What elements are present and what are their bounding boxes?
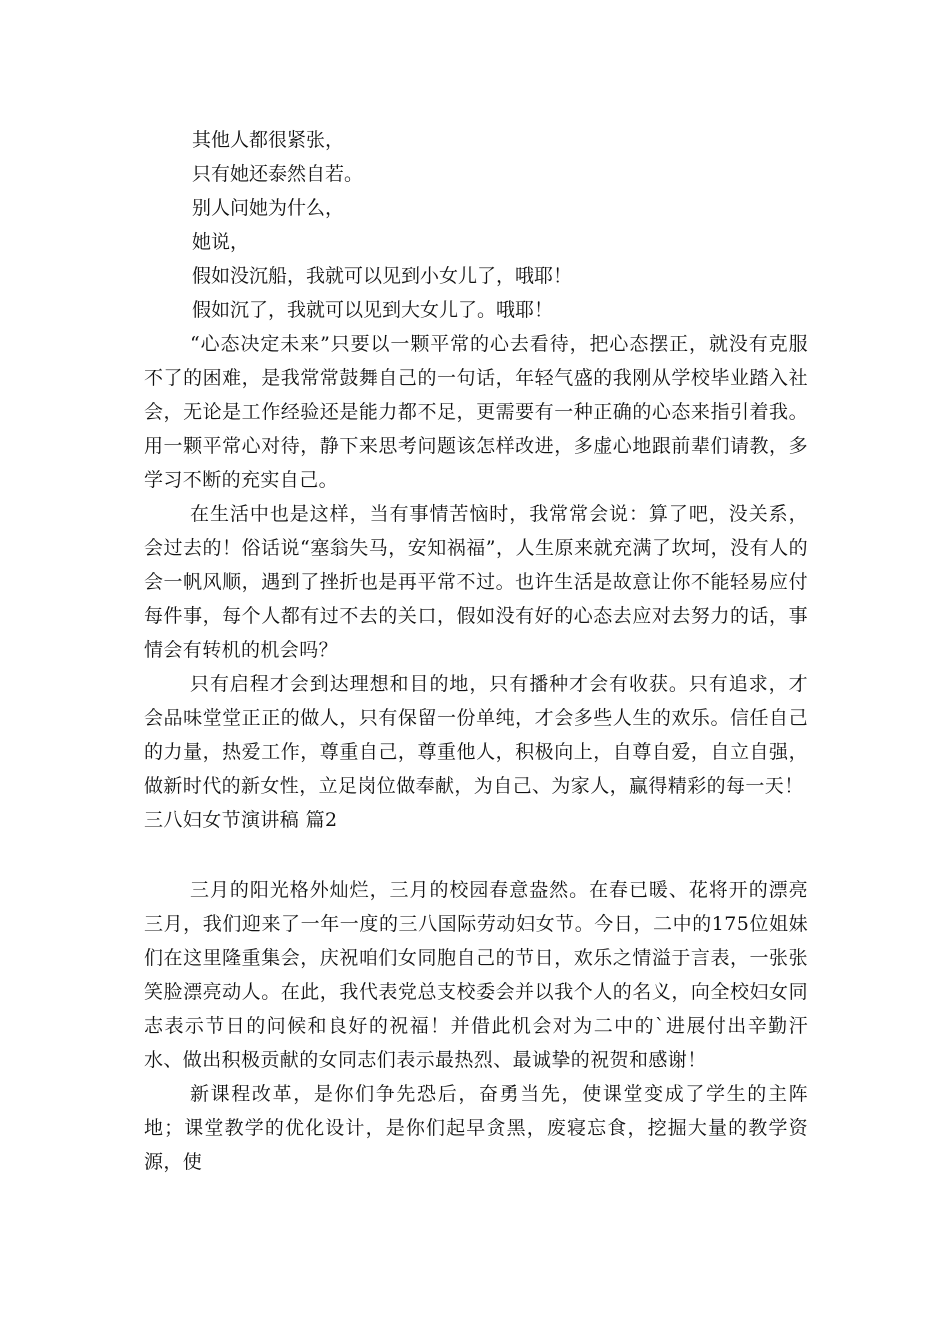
document-body [144,123,808,1179]
section-spacer [144,837,808,873]
body-paragraph: “心态决定未来”只要以一颗平常的心去看待，把心态摆正，就没有克服不了的困难，是我常常鼓舞自己的一句话，年轻气盛的我刚从学校毕业踏入社会，无论是工作经验还是能力都不足，更需要有一种正确的心态来指引着我。用一颗平常心对待，静下来思考问题该怎样改进，多虚心地跟前辈们请教，多学习不断的充实自己。 [144,333,808,491]
poem-line: 其他人都很紧张， [192,129,345,151]
section-paragraph: 新课程改革，是你们争先恐后，奋勇当先，使课堂变成了学生的主阵地；课堂教学的优化设计，是你们起早贪黑，废寝忘食，挖掘大量的教学资源，使 [144,1083,808,1173]
section-title: 三八妇女节演讲稿 篇2 [144,809,338,831]
poem-line: 假如沉了，我就可以见到大女儿了。哦耶！ [192,299,554,321]
poem-line: 假如没沉船，我就可以见到小女儿了，哦耶！ [192,265,573,287]
poem-line: 别人问她为什么， [192,197,345,219]
body-paragraph: 在生活中也是这样，当有事情苦恼时，我常常会说：算了吧，没关系，会过去的！俗话说“塞翁失马，安知祸福”，人生原来就充满了坎坷，没有人的会一帆风顺，遇到了挫折也是再平常不过。也许生活是故意让你不能轻易应付每件事，每个人都有过不去的关口，假如没有好的心态去应对去努力的话，事情会有转机的机会吗？ [144,503,808,661]
body-paragraph: 只有启程才会到达理想和目的地，只有播种才会有收获。只有追求，才会品味堂堂正正的做人，只有保留一份单纯，才会多些人生的欢乐。信任自己的力量，热爱工作，尊重自己，尊重他人，积极向上，自尊自爱，自立自强，做新时代的新女性，立足岗位做奉献，为自己、为家人，赢得精彩的每一天！ [144,673,808,797]
poem-line: 只有她还泰然自若。 [192,163,364,185]
section-paragraph: 三月的阳光格外灿烂，三月的校园春意盎然。在春已暖、花将开的漂亮三月，我们迎来了一年一度的三八国际劳动妇女节。今日，二中的175位姐妹们在这里隆重集会，庆祝咱们女同胞自己的节日，欢乐之情溢于言表，一张张笑脸漂亮动人。在此，我代表党总支校委会并以我个人的名义，向全校妇女同志表示节日的问候和良好的祝福！并借此机会对为二中的`进展付出辛勤汗水、做出积极贡献的女同志们表示最热烈、最诚挚的祝贺和感谢！ [144,879,808,1071]
poem-line: 她说， [192,231,250,253]
